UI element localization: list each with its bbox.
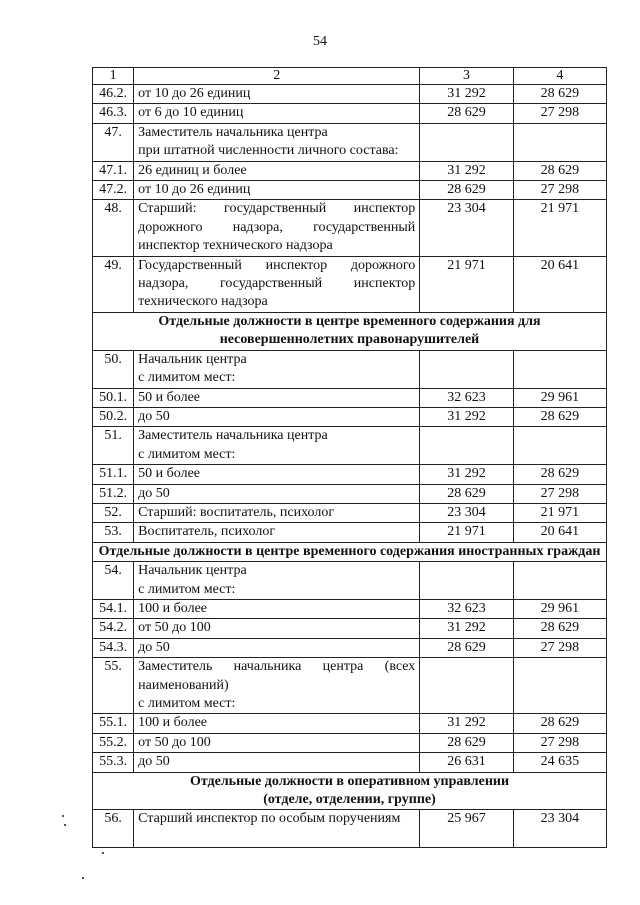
table-row	[93, 638, 607, 657]
table-row	[93, 714, 607, 733]
table-row	[93, 123, 607, 161]
row-number: 52.	[93, 503, 134, 522]
salary-col-4: 21 971	[513, 200, 606, 256]
salary-col-4: 24 635	[513, 753, 606, 772]
position-title	[134, 599, 420, 618]
position-title	[134, 407, 420, 426]
position-title	[134, 181, 420, 200]
row-number: 47.1.	[93, 161, 134, 180]
salary-col-4: 27 298	[513, 484, 606, 503]
table-row	[93, 484, 607, 503]
position-title-line: Начальник центра	[138, 563, 247, 579]
salary-col-4: 28 629	[513, 85, 606, 104]
salary-table	[92, 67, 607, 848]
table-row	[93, 599, 607, 618]
position-title	[134, 161, 420, 180]
row-number: 55.2.	[93, 733, 134, 752]
row-number: 54.	[93, 562, 134, 600]
table-row	[93, 465, 607, 484]
salary-col-4: 29 961	[513, 388, 606, 407]
position-title-text: от 50 до 100	[138, 734, 211, 750]
position-title-text: до 50	[138, 754, 170, 770]
table-row	[93, 104, 607, 123]
position-title-text: до 50	[138, 639, 170, 655]
header-col-2: 2	[134, 68, 420, 85]
row-number: 47.2.	[93, 181, 134, 200]
table-row	[93, 810, 607, 848]
table-row	[93, 733, 607, 752]
salary-col-3: 23 304	[420, 503, 513, 522]
salary-col-3: 31 292	[420, 161, 513, 180]
row-number: 54.2.	[93, 619, 134, 638]
position-title	[134, 523, 420, 542]
row-number: 51.2.	[93, 484, 134, 503]
position-title-text: 50 и более	[138, 466, 201, 482]
position-title	[134, 123, 420, 161]
table-row	[93, 350, 607, 388]
position-title-text: 100 и более	[138, 600, 208, 616]
row-number: 50.1.	[93, 388, 134, 407]
position-title-text: от 10 до 26 единиц	[138, 86, 251, 101]
row-number: 46.2.	[93, 85, 134, 104]
table-row	[93, 753, 607, 772]
row-number: 48.	[93, 200, 134, 256]
salary-col-3: 31 292	[420, 85, 513, 104]
salary-col-3: 31 292	[420, 619, 513, 638]
position-title-text: 100 и более	[138, 715, 208, 731]
salary-col-3: 31 292	[420, 407, 513, 426]
row-number: 55.	[93, 658, 134, 714]
position-title-text: Воспитатель, психолог	[138, 524, 276, 540]
table-row	[93, 503, 607, 522]
position-title-text: Старший: воспитатель, психолог	[138, 504, 335, 520]
table-row	[93, 161, 607, 180]
salary-col-4: 28 629	[513, 619, 606, 638]
blank-line	[138, 829, 415, 847]
position-title	[134, 104, 420, 123]
salary-col-4: 29 961	[513, 599, 606, 618]
position-title-text: от 6 до 10 единиц	[138, 105, 244, 121]
section-title-line: (отделе, отделении, группе)	[263, 792, 436, 808]
salary-col-4: 27 298	[513, 733, 606, 752]
position-title	[134, 810, 420, 848]
position-title-text: до 50	[138, 408, 170, 424]
section-title: Отдельные должности в центре временного содержания иностранных граждан	[93, 542, 607, 561]
salary-col-4	[513, 350, 606, 388]
salary-col-4: 21 971	[513, 503, 606, 522]
position-title-line: Заместитель начальника центра (всех наименований)	[138, 659, 416, 693]
position-title	[134, 638, 420, 657]
position-title-line: с лимитом мест:	[138, 696, 236, 711]
row-number: 49.	[93, 256, 134, 312]
salary-col-3: 21 971	[420, 256, 513, 312]
row-number: 46.3.	[93, 104, 134, 123]
position-title-line: Заместитель начальника центра	[138, 124, 328, 140]
position-title-text: 50 и более	[138, 389, 201, 405]
salary-col-4	[513, 658, 606, 714]
section-header-row	[93, 312, 607, 350]
position-title-line: с лимитом мест:	[138, 581, 236, 597]
table-row	[93, 85, 607, 104]
table-row	[93, 427, 607, 465]
position-title-line: при штатной численности личного состава:	[138, 143, 399, 159]
salary-col-3: 32 623	[420, 599, 513, 618]
scan-speck	[102, 852, 104, 854]
row-number: 55.3.	[93, 753, 134, 772]
section-header-row	[93, 772, 607, 810]
row-number: 50.	[93, 350, 134, 388]
section-title	[93, 772, 607, 810]
position-title	[134, 256, 420, 312]
row-number: 51.1.	[93, 465, 134, 484]
table-row	[93, 658, 607, 714]
table-row	[93, 619, 607, 638]
row-number: 51.	[93, 427, 134, 465]
salary-col-3: 28 629	[420, 104, 513, 123]
row-number: 50.2.	[93, 407, 134, 426]
salary-col-3: 21 971	[420, 523, 513, 542]
table-row	[93, 181, 607, 200]
position-title-line: с лимитом мест:	[138, 370, 236, 386]
salary-col-4	[513, 562, 606, 600]
salary-col-4: 27 298	[513, 638, 606, 657]
salary-col-3	[420, 562, 513, 600]
position-title-text: Старший: государственный инспектор дорожного надзора, государственный инспектор технического надзора	[138, 201, 416, 254]
salary-col-3: 25 967	[420, 810, 513, 848]
table-row	[93, 407, 607, 426]
header-col-4: 4	[513, 68, 606, 85]
position-title	[134, 562, 420, 600]
position-title	[134, 484, 420, 503]
position-title-line: с лимитом мест:	[138, 446, 236, 462]
salary-col-4: 27 298	[513, 181, 606, 200]
header-col-1: 1	[93, 68, 134, 85]
salary-col-3: 28 629	[420, 638, 513, 657]
scan-speck	[64, 824, 66, 826]
salary-col-3: 28 629	[420, 733, 513, 752]
salary-col-3: 31 292	[420, 714, 513, 733]
salary-col-4: 23 304	[513, 810, 606, 848]
header-col-3: 3	[420, 68, 513, 85]
position-title	[134, 465, 420, 484]
section-title-line: Отдельные должности в оперативном управлении	[189, 773, 510, 789]
section-title: Отдельные должности в центре временного содержания для несовершеннолетних правонарушителей	[93, 312, 607, 350]
position-title-text: от 10 до 26 единиц	[138, 182, 251, 198]
salary-col-3	[420, 658, 513, 714]
position-title-text: Государственный инспектор дорожного надзора, государственный инспектор технического надзора	[138, 257, 416, 310]
position-title-text: Старший инспектор по особым поручениям	[138, 811, 401, 827]
position-title	[134, 350, 420, 388]
salary-col-3: 31 292	[420, 465, 513, 484]
salary-col-3: 32 623	[420, 388, 513, 407]
salary-col-4	[513, 427, 606, 465]
table-row	[93, 200, 607, 256]
row-number: 55.1.	[93, 714, 134, 733]
salary-col-3	[420, 350, 513, 388]
salary-col-3: 28 629	[420, 181, 513, 200]
position-title	[134, 503, 420, 522]
row-number: 54.1.	[93, 599, 134, 618]
position-title	[134, 658, 420, 714]
position-title	[134, 753, 420, 772]
position-title-line: Начальник центра	[138, 351, 247, 367]
salary-col-4	[513, 123, 606, 161]
salary-col-4: 28 629	[513, 161, 606, 180]
position-title-text: до 50	[138, 485, 170, 501]
position-title-line: Заместитель начальника центра	[138, 428, 328, 444]
table-row	[93, 523, 607, 542]
scan-speck	[82, 877, 84, 879]
salary-col-4: 28 629	[513, 407, 606, 426]
salary-col-3	[420, 427, 513, 465]
position-title	[134, 714, 420, 733]
position-title	[134, 619, 420, 638]
position-title	[134, 427, 420, 465]
scan-speck	[62, 815, 64, 817]
position-title-text: от 50 до 100	[138, 620, 211, 636]
position-title	[134, 733, 420, 752]
position-title	[134, 388, 420, 407]
section-header-row	[93, 542, 607, 561]
salary-col-4: 28 629	[513, 714, 606, 733]
table-row	[93, 256, 607, 312]
salary-col-3: 26 631	[420, 753, 513, 772]
salary-col-4: 20 641	[513, 256, 606, 312]
salary-col-4: 20 641	[513, 523, 606, 542]
row-number: 47.	[93, 123, 134, 161]
table-row	[93, 562, 607, 600]
table-header-row	[93, 68, 607, 85]
table-row	[93, 388, 607, 407]
position-title	[134, 85, 420, 104]
row-number: 56.	[93, 810, 134, 848]
row-number: 54.3.	[93, 638, 134, 657]
salary-col-4: 27 298	[513, 104, 606, 123]
page-number: 54	[313, 34, 327, 49]
salary-col-4: 28 629	[513, 465, 606, 484]
salary-col-3: 28 629	[420, 484, 513, 503]
position-title	[134, 200, 420, 256]
salary-col-3: 23 304	[420, 200, 513, 256]
row-number: 53.	[93, 523, 134, 542]
salary-col-3	[420, 123, 513, 161]
position-title-text: 26 единиц и более	[138, 162, 247, 178]
